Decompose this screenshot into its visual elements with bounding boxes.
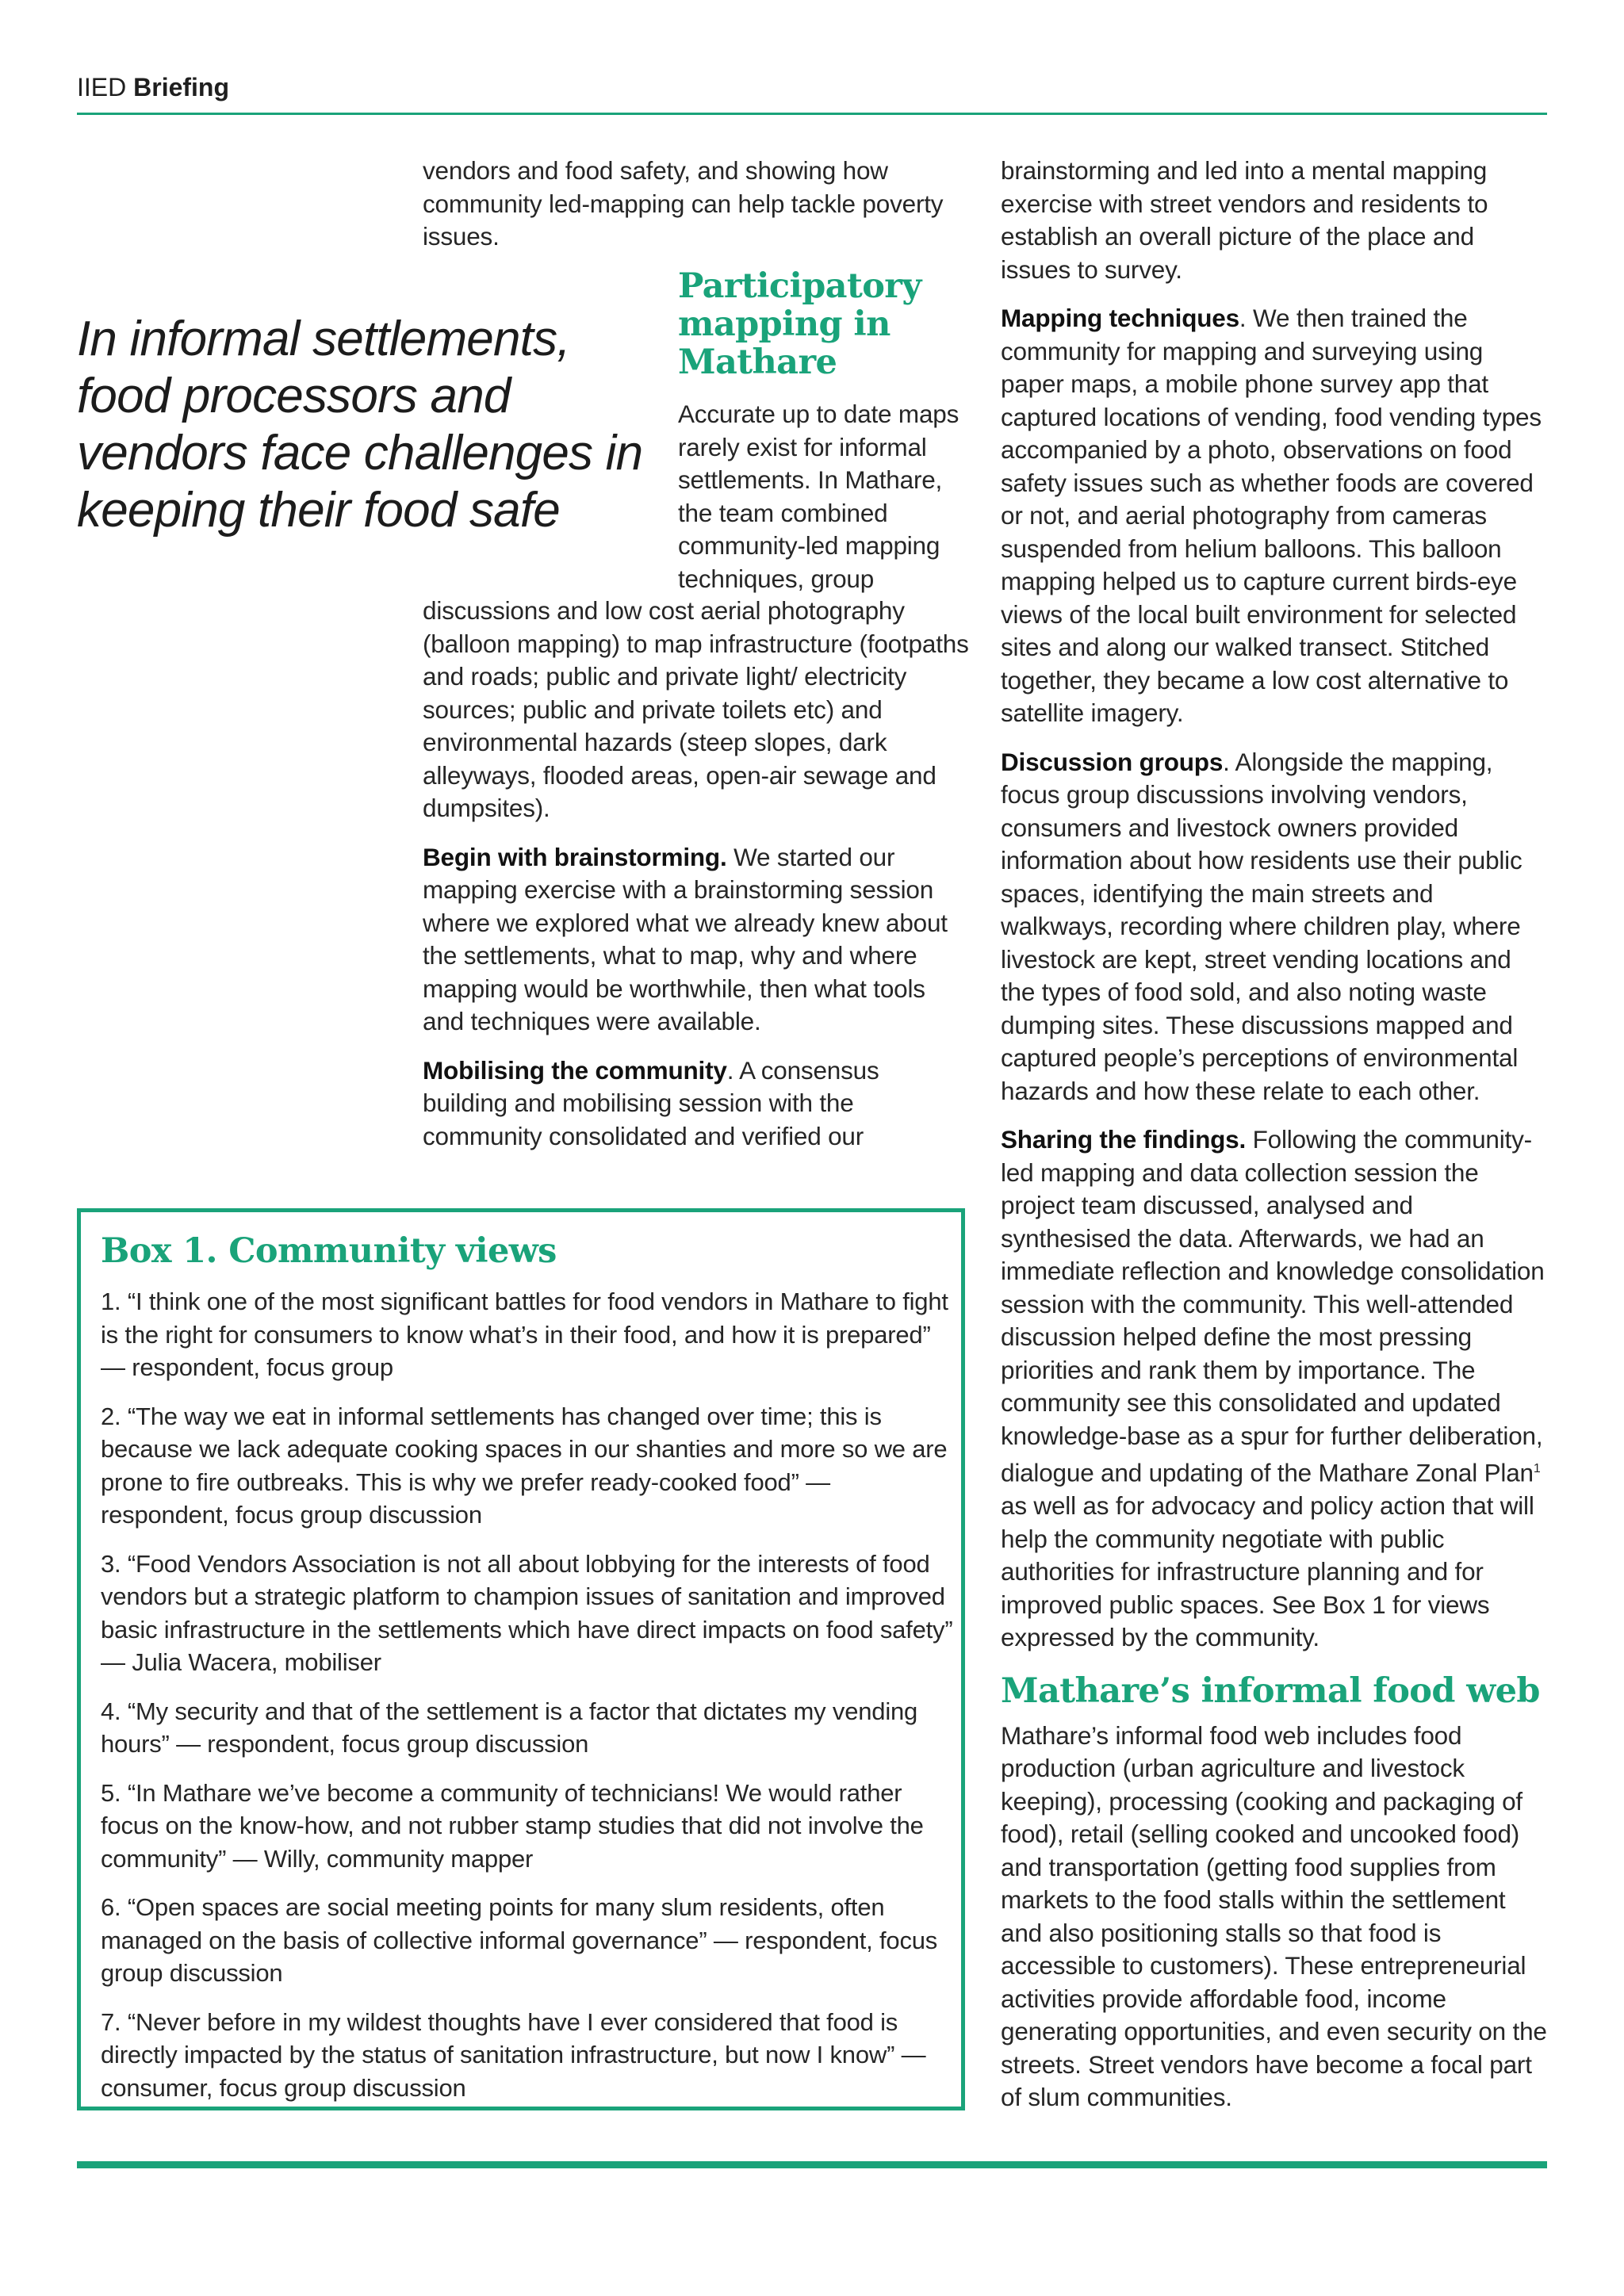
lead-mobilising: Mobilising the community (423, 1055, 727, 1085)
pull-quote: In informal settlements, food processors and vendors face challenges in keeping their food safe (77, 312, 643, 538)
footnote-marker: 1 (1533, 1462, 1541, 1475)
header-org: IIED (77, 73, 127, 101)
box-title: Box 1. Community views (101, 1231, 557, 1271)
brainstorming-text: We started our mapping exercise with a brainstorming session where we explored what we already knew about the settlements, what to map, why and where mapping would be worthwhile, then what tools and techniques were available. (423, 842, 948, 1035)
mapping-intro-text: Accurate up to date maps rarely exist for informal settlements. In Mathare, the team combined community-led mapping techniques, group (678, 400, 959, 593)
list-item: 7. “Never before in my wildest thoughts have I ever considered that food is directly impacted by the status of sanitation infrastructure, but now I know” — consumer, focus group discussion (101, 2007, 926, 2102)
sharing-findings-text-a: Following the community-led mapping and data collection session the project team discussed, analysed and synthesised the data. Afterwards, we had an immediate reflection and knowledge consolidation session with the community. This well-attended discussion helped define the most pressing priorities and rank them by importance. The community see this consolidated and updated knowledge-base as a spur for further deliberation, dialogue and updating of the Mathare Zonal Plan (1001, 1125, 1545, 1487)
right-column-body (1001, 155, 1548, 2114)
discussion-groups-text: . Alongside the mapping, focus group discussions involving vendors, consumers and livestock owners provided information about how residents use their public spaces, identifying the main streets and walkways, recording where children play, where livestock are kept, street vending locations and the types of food sold, and also noting waste dumping sites. These discussions mapped and captured people’s perceptions of environmental hazards and how these relate to each other. (1001, 747, 1522, 1105)
list-item: 2. “The way we eat in informal settlements has changed over time; this is because we lack adequate cooking spaces in our shanties and more so we are prone to fire outbreaks. This is why we prefer ready-cooked food” — respondent, focus group discussion (101, 1402, 948, 1529)
section-heading-food-web: Mathare’s informal food web (1001, 1670, 1540, 1711)
footer-divider (77, 2161, 1547, 2168)
mid-paragraph-brainstorming (423, 841, 970, 1039)
sharing-findings-text-b: as well as for advocacy and policy action that will help the community negotiate with public authorities for infrastructure planning and for improved public spaces. See Box 1 for views expressed by the community. (1001, 1491, 1534, 1651)
mid-column-body (423, 595, 970, 1153)
list-item: 4. “My security and that of the settlement is a factor that dictates my vending hours” — respondent, focus group discussion (101, 1697, 918, 1758)
list-item: 5. “In Mathare we’ve become a community of technicians! We would rather focus on the know-how, and not rubber stamp studies that did not involve the community” — Willy, community mapper (101, 1778, 924, 1873)
right-paragraph-mapping-techniques (1001, 302, 1548, 730)
lead-discussion-groups: Discussion groups (1001, 747, 1224, 776)
lead-mapping-techniques: Mapping techniques (1001, 304, 1239, 332)
lead-brainstorming: Begin with brainstorming. (423, 842, 727, 871)
list-item: 3. “Food Vendors Association is not all about lobbying for the interests of food vendors but a strategic platform to champion issues of sanitation and improved basic infrastructure in the settlements which have direct impacts on food safety” — Julia Wacera, mobiliser (101, 1549, 953, 1676)
mid-intro-text: vendors and food safety, and showing how community led-mapping can help tackle poverty issues. (423, 156, 944, 251)
community-views-box (77, 1208, 965, 2110)
header-divider (77, 113, 1547, 115)
right-paragraph-food-web: Mathare’s informal food web includes food production (urban agriculture and livestock keeping), processing (cooking and packaging of food), retail (selling cooked and uncooked food) and transportation (getting food supplies from markets to the food stalls within the settlement and also positioning stalls so that food is accessible to customers). These entrepreneurial activities provide affordable food, income generating opportunities, and even security on the streets. Street vendors have become a focal part of slum communities. (1001, 1720, 1547, 2111)
mapping-techniques-text: . We then trained the community for mapping and surveying using paper maps, a mobile phone survey app that captured locations of vending, food vending types accompanied by a photo, observations on food safety issues such as whether foods are covered or not, and aerial photography from cameras suspended from helium balloons. This balloon mapping helped us to capture current birds-eye views of the local built environment for selected sites and along our walked transect. Stitched together, they became a low cost alternative to satellite imagery. (1001, 304, 1542, 727)
header-section: Briefing (133, 73, 230, 101)
mobilising-text: . A consensus building and mobilising session with the community consolidated and verified our (423, 1055, 879, 1150)
mid-paragraph-mobilising (423, 1054, 970, 1154)
list-item: 6. “Open spaces are social meeting points for many slum residents, often managed on the basis of collective informal governance” — respondent, focus group discussion (101, 1893, 938, 1987)
right-paragraph-discussion-groups (1001, 746, 1548, 1108)
section-heading-participatory-mapping: Participatory mapping in Mathare (678, 266, 921, 382)
mid-paragraph-1: discussions and low cost aerial photography (balloon mapping) to map infrastructure (footpaths and roads; public and private light/ electricity sources; public and private toilets etc) and environmental hazards (steep slopes, dark alleyways, flooded areas, open-air sewage and dumpsites). (423, 596, 969, 822)
lead-sharing-findings: Sharing the findings. (1001, 1125, 1247, 1154)
community-views-list (101, 1285, 957, 2104)
list-item: 1. “I think one of the most significant battles for food vendors in Mathare to fight is the right for consumers to know what’s in their food, and how it is prepared” — respondent, focus group (101, 1288, 948, 1381)
page-header-label (77, 73, 229, 102)
right-paragraph-0: brainstorming and led into a mental mapping exercise with street vendors and residents to establish an overall picture of the place and issues to survey. (1001, 156, 1488, 284)
right-paragraph-sharing-findings (1001, 1123, 1548, 1655)
